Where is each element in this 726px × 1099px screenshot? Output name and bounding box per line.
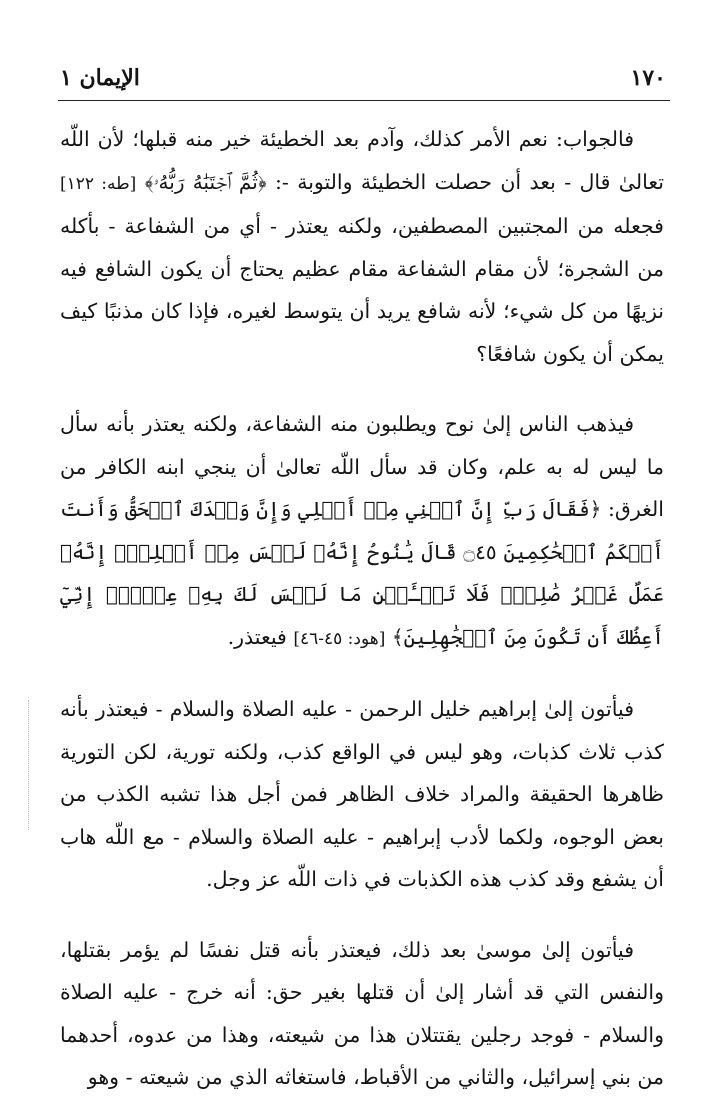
paragraph-1-verse-reference: [طه: ١٢٢] xyxy=(60,173,137,194)
page-header xyxy=(60,58,666,98)
header-rule xyxy=(58,100,670,101)
paragraph-1-text-a: فالجواب: نعم الأمر كذلك، وآدم بعد الخطيئة خير منه قبلها؛ لأن اللّه تعالىٰ قال - بعد أن حصلت الخطيئة والتوبة -: xyxy=(60,127,664,194)
paragraph-3 xyxy=(60,688,664,901)
paragraph-2-quran-verse: ﴿فَقَالَ رَبِّ إِنَّ ٱبۡنِي مِنۡ أَهۡلِي وَإِنَّ وَعۡدَكَ ٱلۡحَقُّ وَأَنتَ أَحۡكَمُ ٱلۡحَٰكِمِينَ ۝٤٥ قَالَ يَٰنُوحُ إِنَّهُۥ لَيۡسَ مِنۡ أَهۡلِكَۖ إِنَّهُۥ عَمَلٌ غَيۡرُ صَٰلِحٖۖ فَلَا تَسۡـَٔلۡنِ مَا لَيۡسَ لَكَ بِهِۦ عِلۡمٌۖ إِنِّيٓ أَعِظُكَ أَن تَكُونَ مِنَ ٱلۡجَٰهِلِينَ﴾ xyxy=(60,497,664,649)
paragraph-1 xyxy=(60,118,664,375)
page-number: ١٧٠ xyxy=(630,65,666,91)
paragraph-2-text-a: فيذهب الناس إلىٰ نوح ويطلبون منه الشفاعة، ولكنه يعتذر بأنه سأل ما ليس له به علم، وكان قد سأل اللّه تعالىٰ أن ينجي ابنه الكافر من الغرق: xyxy=(60,412,664,521)
running-title: الإيمان ١ xyxy=(60,65,140,91)
paragraph-2-verse-reference: [هود: ٤٥-٤٦] xyxy=(293,628,386,649)
paragraph-1-quran-verse: ﴿ثُمَّ ٱجۡتَبَٰهُ رَبُّهُۥ﴾ xyxy=(144,169,267,194)
paragraph-3-text-a: فيأتون إلىٰ إبراهيم خليل الرحمن - عليه الصلاة والسلام - فيعتذر بأنه كذب ثلاث كذبات، وهو ليس في الواقع كذب، ولكنه تورية، لكن التورية ظاهرها الحقيقة والمراد خلاف الظاهر فمن أجل هذا تشبه الكذب من بعض الوجوه، ولكما لأدب إبراهيم - عليه الصلاة والسلام - مع اللّه هاب أن يشفع وقد كذب هذه الكذبات في ذات اللّه عز وجل. xyxy=(60,697,664,891)
paragraph-4-text-a: فيأتون إلىٰ موسىٰ بعد ذلك، فيعتذر بأنه قتل نفسًا لم يؤمر بقتلها، والنفس التي قد أشار إلىٰ أن قتلها بغير حق: أنه خرج - عليه الصلاة والسلام - فوجد رجلين يقتتلان هذا من شيعته، وهذا من عدوه، أحدهما من بني إسرائيل، والثاني من الأقباط، فاستغاثه الذي من شيعته - وهو xyxy=(60,937,664,1089)
paragraph-2 xyxy=(60,403,664,660)
paragraph-2-text-b: فيعتذر. xyxy=(227,624,294,649)
main-text xyxy=(60,118,664,1099)
paragraph-4 xyxy=(60,929,664,1099)
margin-scan-mark xyxy=(28,700,30,830)
paragraph-1-text-b: فجعله من المجتبين المصطفين، ولكنه يعتذر - أي من الشفاعة - بأكله من الشجرة؛ لأن مقام الشفاعة مقام عظيم يحتاج أن يكون الشافع فيه نزيهًا من كل شيء؛ لأنه شافع يريد أن يتوسط لغيره، فإذا كان مذنبًا كيف يمكن أن يكون شافعًا؟ xyxy=(60,214,664,366)
